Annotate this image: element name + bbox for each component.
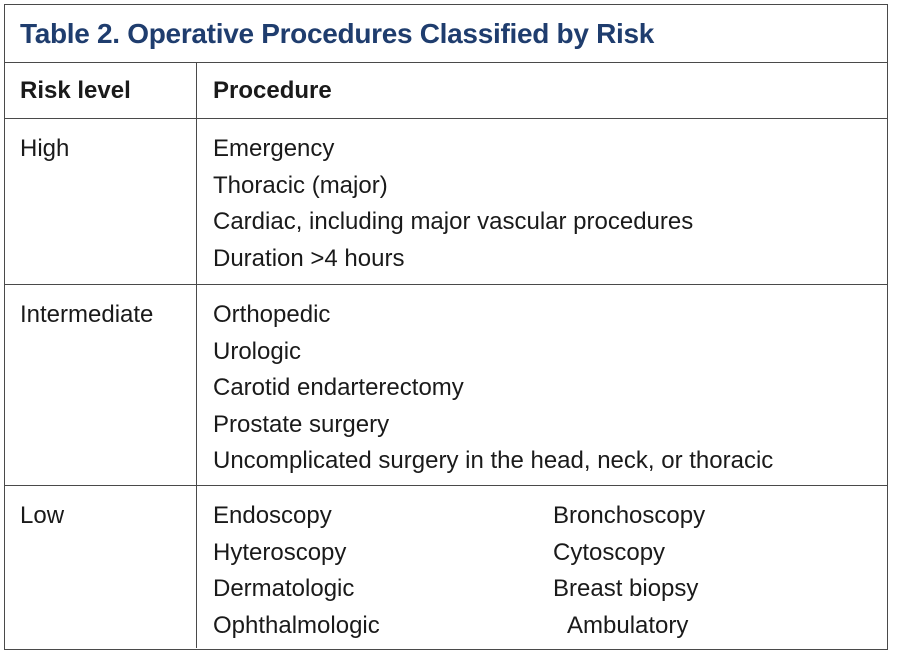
table-row-low — [5, 486, 887, 648]
procedures-table — [4, 4, 888, 650]
header-risk-level: Risk level — [5, 63, 197, 118]
procedure-cell — [197, 486, 887, 648]
risk-level-cell — [5, 486, 197, 648]
procedure-cell — [197, 285, 887, 485]
table-title-row — [5, 5, 887, 63]
procedure-item: Thoracic (major) — [213, 171, 388, 199]
procedure-item: Ophthalmologic — [213, 611, 380, 639]
procedure-item: Duration >4 hours — [213, 244, 405, 272]
table-row-high — [5, 119, 887, 285]
procedure-item: Prostate surgery — [213, 410, 390, 438]
procedure-item: Cytoscopy — [553, 538, 666, 566]
header-procedure: Procedure — [213, 76, 332, 104]
risk-level-label: High — [20, 135, 70, 162]
risk-level-label: Low — [20, 502, 65, 529]
procedure-item: Hyteroscopy — [213, 538, 347, 566]
procedure-item: Carotid endarterectomy — [213, 374, 464, 402]
procedure-item: Breast biopsy — [553, 575, 699, 603]
procedure-item: Emergency — [213, 135, 335, 162]
table-header-row — [5, 63, 887, 119]
procedure-item: Cardiac, including major vascular procedures — [213, 208, 694, 236]
risk-level-label: Intermediate — [20, 301, 154, 328]
procedure-item: Dermatologic — [213, 575, 355, 603]
table-row-intermediate — [5, 285, 887, 486]
procedure-item: Orthopedic — [213, 301, 331, 328]
procedure-item: Endoscopy — [213, 502, 332, 529]
procedure-item: Ambulatory — [567, 611, 689, 639]
table-title: Table 2. Operative Procedures Classified by Risk — [20, 17, 655, 49]
risk-level-cell — [5, 119, 197, 284]
procedure-column-left — [213, 502, 553, 648]
procedure-item: Urologic — [213, 337, 302, 365]
procedure-column-right — [553, 502, 887, 648]
procedure-item: Uncomplicated surgery in the head, neck, or thoracic — [213, 447, 774, 475]
risk-level-cell — [5, 285, 197, 485]
procedure-cell — [197, 119, 887, 284]
procedure-item: Bronchoscopy — [553, 502, 706, 529]
